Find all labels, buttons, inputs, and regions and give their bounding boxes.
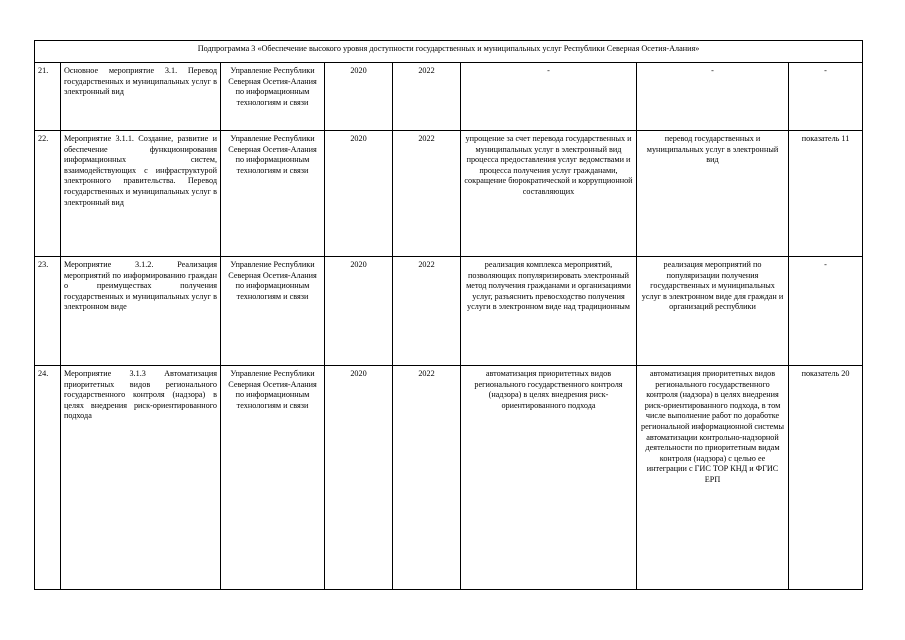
indicator: -	[789, 257, 863, 366]
table-row	[35, 63, 863, 131]
executor: Управление Республики Северная Осетия-Алания по информационным технологиям и связи	[221, 131, 325, 257]
table-row	[35, 257, 863, 366]
measure-name: Мероприятие 3.1.2. Реализация мероприятий по информированию граждан о преимуществах получения государственных и муниципальных услуг в электронном виде	[61, 257, 221, 366]
executor: Управление Республики Северная Осетия-Алания по информационным технологиям и связи	[221, 257, 325, 366]
end-year: 2022	[393, 257, 461, 366]
consequence: перевод государственных и муниципальных услуг в электронный вид	[637, 131, 789, 257]
measure-name: Мероприятие 3.1.1. Создание, развитие и обеспечение функционирования информационных систем, взаимодействующих с инфраструктурой электронного правительства. Перевод государственных и муниципальных услуг в электронный вид	[61, 131, 221, 257]
end-year: 2022	[393, 366, 461, 590]
executor: Управление Республики Северная Осетия-Алания по информационным технологиям и связи	[221, 366, 325, 590]
indicator: показатель 11	[789, 131, 863, 257]
expected-result: автоматизация приоритетных видов регионального государственного контроля (надзора) в целях внедрения риск-ориентированного подхода	[461, 366, 637, 590]
measure-name: Мероприятие 3.1.3 Автоматизация приоритетных видов регионального государственного контроля (надзора) в целях внедрения риск-ориентированного подхода	[61, 366, 221, 590]
start-year: 2020	[325, 257, 393, 366]
measure-name: Основное мероприятие 3.1. Перевод государственных и муниципальных услуг в электронный вид	[61, 63, 221, 131]
expected-result: упрощение за счет перевода государственных и муниципальных услуг в электронный вид процесса предоставления услуг ведомствами и процесса получения услуг гражданами, сокращение бюрократической и коррупционной составляющих	[461, 131, 637, 257]
row-number: 23.	[35, 257, 61, 366]
table-row	[35, 366, 863, 590]
row-number: 22.	[35, 131, 61, 257]
consequence: автоматизация приоритетных видов регионального государственного контроля (надзора) в целях внедрения риск-ориентированного подхода, в том числе выполнение работ по доработке региональной информационной системы автоматизации контрольно-надзорной деятельности по приоритетным видам контроля (надзора) с целью ее интеграции с ГИС ТОР КНД и ФГИС ЕРП	[637, 366, 789, 590]
consequence: -	[637, 63, 789, 131]
row-number: 21.	[35, 63, 61, 131]
subprogram-title: Подпрограмма 3 «Обеспечение высокого уровня доступности государственных и муниципальных услуг Республики Северная Осетия-Алания»	[35, 41, 863, 63]
end-year: 2022	[393, 63, 461, 131]
end-year: 2022	[393, 131, 461, 257]
expected-result: реализация комплекса мероприятий, позволяющих популяризировать электронный метод получения гражданами и организациями услуг, разъяснить превосходство получения услуги в электронном виде над традиционным	[461, 257, 637, 366]
start-year: 2020	[325, 366, 393, 590]
indicator: показатель 20	[789, 366, 863, 590]
subprogram-header-row	[35, 41, 863, 63]
consequence: реализация мероприятий по популяризации получения государственных и муниципальных услуг в электронном виде для граждан и организаций республики	[637, 257, 789, 366]
table-row	[35, 131, 863, 257]
start-year: 2020	[325, 63, 393, 131]
expected-result: -	[461, 63, 637, 131]
indicator: -	[789, 63, 863, 131]
program-table	[34, 40, 863, 590]
executor: Управление Республики Северная Осетия-Алания по информационным технологиям и связи	[221, 63, 325, 131]
row-number: 24.	[35, 366, 61, 590]
start-year: 2020	[325, 131, 393, 257]
